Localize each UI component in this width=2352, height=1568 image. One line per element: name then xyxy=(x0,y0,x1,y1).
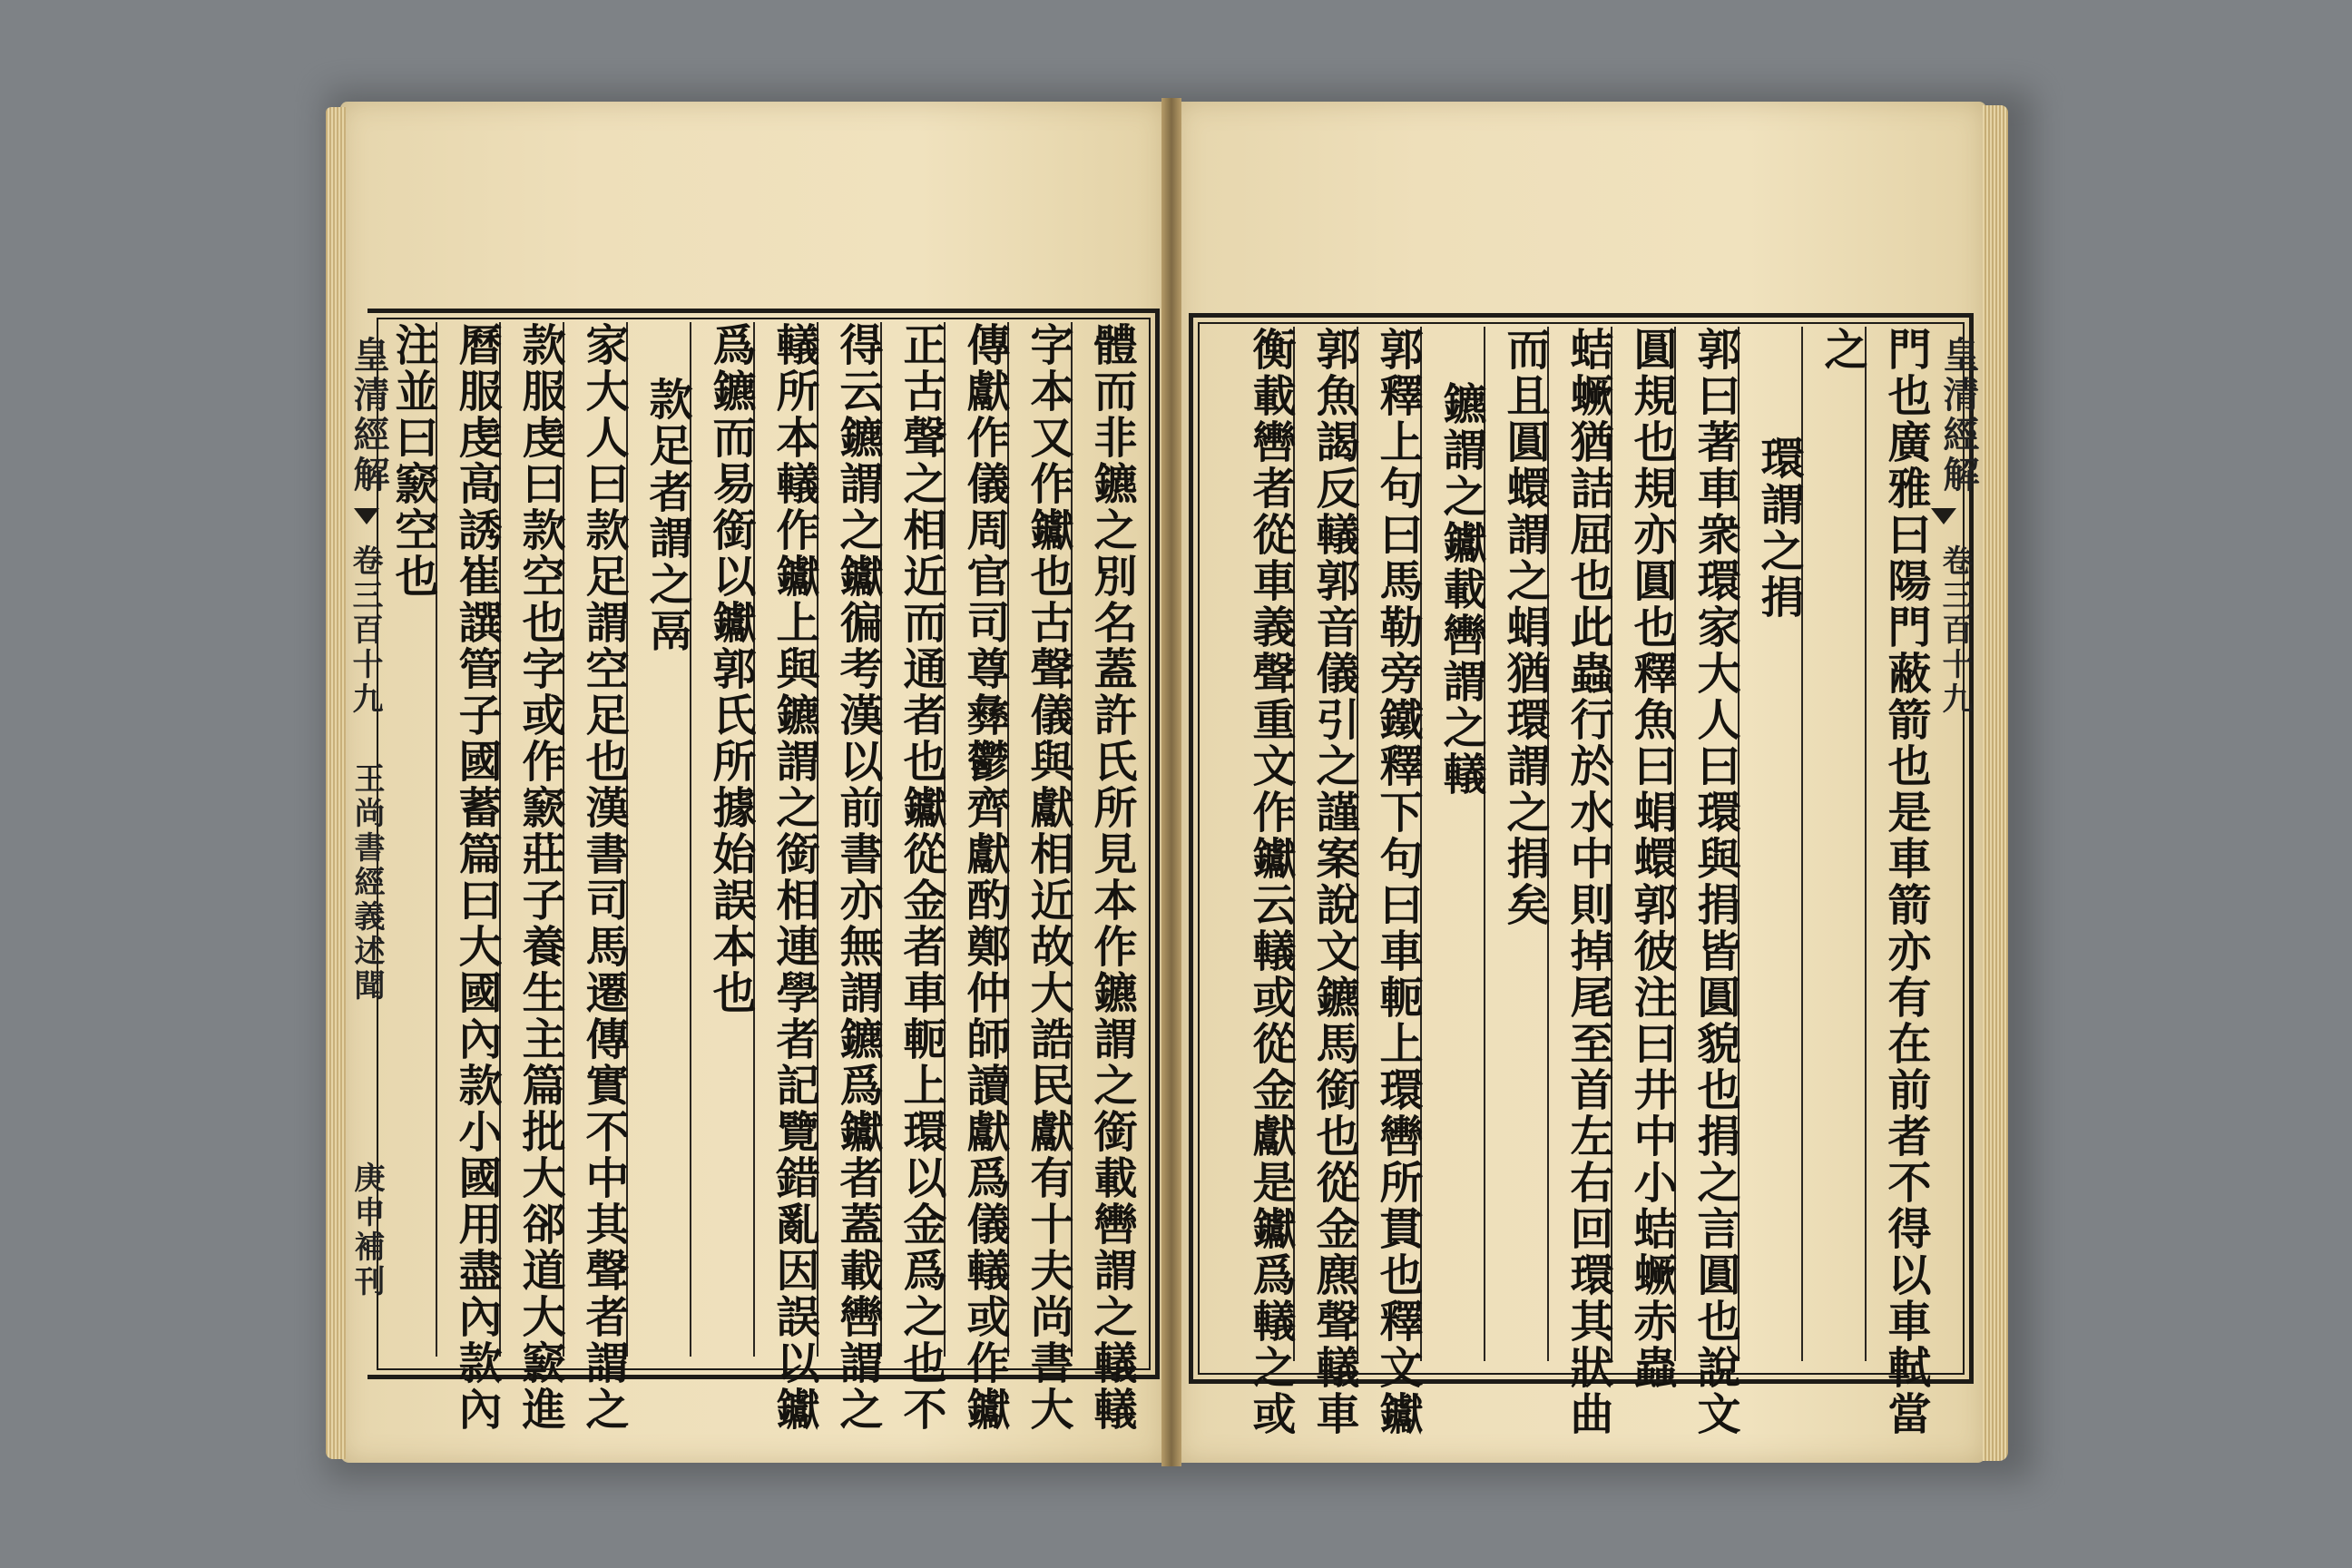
right-column-5: 圓規也規亦圓也釋魚曰蜎蠉郭彼注曰井中小蛣蟩赤蟲 xyxy=(1626,327,1677,1391)
right-margin-title: 皇清經解 xyxy=(1937,336,1980,495)
left-margin-author: 王尚書經義述聞 xyxy=(348,762,385,1004)
left-column-10: 款服虔曰款空也字或作窾莊子養生主篇批大郤道大窾進 xyxy=(514,322,565,1433)
right-column-11: 衡載轡者從車義聲重文作钀云轙或從金獻是钀爲轙之或 xyxy=(1245,327,1296,1437)
left-column-4: 正古聲之相近而通者也钀從金者車軛上環以金爲之也不 xyxy=(896,322,946,1433)
left-margin-footer: 庚申補刊 xyxy=(348,1161,385,1299)
right-column-3: 環謂之捐 xyxy=(1753,436,1804,621)
left-column-2: 字本又作钀也古聲儀與獻相近故大誥民獻有十夫尚書大 xyxy=(1023,322,1073,1433)
right-column-7: 而且圓蠉謂之蜎猶環謂之捐矣 xyxy=(1499,327,1550,928)
left-fishtail-mark xyxy=(354,508,379,524)
right-column-9: 郭釋上句曰馬勒旁鐵釋下句曰車軛上環轡所貫也釋文钀 xyxy=(1372,327,1423,1437)
left-column-11: 曆服虔高誘崔譔管子國蓄篇曰大國內款小國用盡內款內 xyxy=(451,322,502,1433)
right-margin-chapter: 卷三百十九 xyxy=(1936,544,1973,717)
right-column-2: 之 xyxy=(1817,327,1867,373)
left-column-1: 體而非鑣之別名蓋許氏所見本作鑣謂之銜載轡謂之轙轙 xyxy=(1086,322,1137,1433)
left-column-7: 爲鑣而易銜以钀郭氏所據始誤本也 xyxy=(705,322,756,1016)
left-margin-chapter: 卷三百十九 xyxy=(347,544,383,717)
book-gutter xyxy=(1161,98,1181,1466)
right-column-8: 鑣謂之钀載轡謂之轙 xyxy=(1436,381,1486,798)
left-margin-title: 皇清經解 xyxy=(348,336,390,495)
right-column-4: 郭曰著車衆環家大人曰環與捐皆圓貌也捐之言圓也說文 xyxy=(1690,327,1740,1437)
left-column-3: 傳獻作儀周官司尊彝鬱齊獻酌鄭仲師讀獻爲儀轙或作钀 xyxy=(959,322,1010,1433)
left-column-6: 轙所本轙作钀上與鑣謂之銜相連學者記覽錯亂因誤以钀 xyxy=(769,322,819,1433)
right-column-6: 蛣蟩猶詰屈也此蟲行於水中則掉尾至首左右回環其狀曲 xyxy=(1563,327,1613,1437)
right-column-10: 郭魚謁反轙郭音儀引之謹案說文鑣馬銜也從金麃聲轙車 xyxy=(1308,327,1359,1437)
left-column-8: 款足者謂之鬲 xyxy=(642,377,692,654)
left-column-12: 注並曰窾空也 xyxy=(387,322,438,600)
left-column-5: 得云鑣謂之钀徧考漢以前書亦無謂鑣爲钀者蓋載轡謂之 xyxy=(832,322,883,1433)
right-column-1: 門也廣雅曰陽門蔽箭也是車箭亦有在前者不得以車軾當 xyxy=(1880,327,1931,1437)
right-fishtail-mark xyxy=(1931,508,1956,524)
left-column-9: 家大人曰款足謂空足也漢書司馬遷傳實不中其聲者謂之 xyxy=(578,322,629,1433)
column-rule xyxy=(1865,327,1867,1361)
